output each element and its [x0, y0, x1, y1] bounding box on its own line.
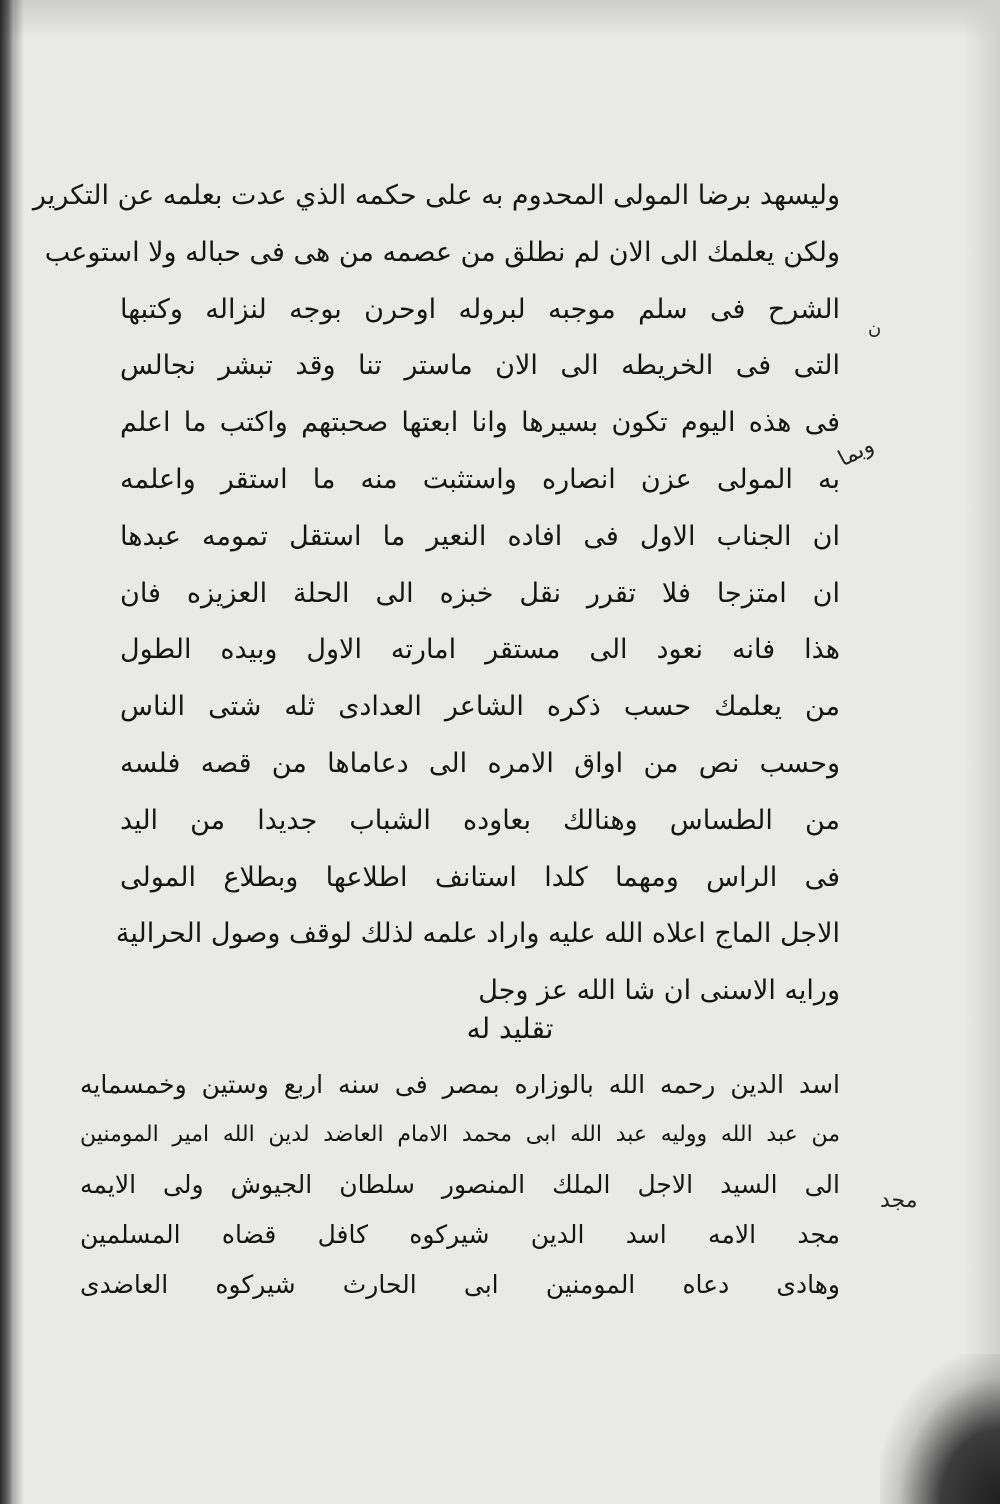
text-line-18: الى السيد الاجل الملك المنصور سلطان الجيوش ولى الايمه: [80, 1170, 840, 1199]
text-line-14: الاجل الماج اعلاه الله عليه واراد علمه لذلك لوقف وصول الحرالية: [115, 918, 840, 950]
text-line-5: فى هذه اليوم تكون بسيرها وانا ابعتها صحبتهم واكتب ما اعلم: [120, 407, 840, 439]
text-line-17: من عبد الله ووليه عبد الله ابى محمد الامام العاضد لدين الله امير المومنين: [80, 1122, 840, 1147]
text-line-8: ان امتزجا فلا تقرر نقل خبزه الى الحلة العزيزه فان: [120, 577, 840, 609]
text-line-7: ان الجناب الاول فى افاده النعير ما استقل تمومه عبدها: [120, 520, 840, 552]
text-line-19: مجد الامه اسد الدين شيركوه كافل قضاه المسلمين: [80, 1220, 840, 1249]
text-line-2: ولكن يعلمك الى الان لم نطلق من عصمه من هى فى حباله ولا استوعب: [44, 236, 840, 268]
section-heading: تقليد له: [466, 1012, 554, 1045]
main-text-block: [32, 168, 840, 1020]
text-line-6: به المولى عزن انصاره واستثبت منه ما استقر واعلمه: [120, 463, 840, 495]
second-text-block: [80, 1060, 840, 1310]
text-line-11: وحسب نص من اواق الامره الى دعاماها من قصه فلسه: [120, 747, 840, 779]
text-line-4: التى فى الخريطه الى الان ماستر تنا وقد تبشر نجالس: [120, 350, 840, 382]
margin-note-1: ن: [868, 318, 882, 339]
text-line-15: ورايه الاسنى ان شا الله عز وجل: [478, 975, 840, 1007]
margin-note-2: وبما: [834, 432, 878, 473]
text-line-13: فى الراس ومهما كلدا استانف اطلاعها وبطلاع المولى: [120, 861, 840, 893]
top-shadow: [0, 0, 1000, 40]
text-line-9: هذا فانه نعود الى مستقر امارته الاول وبيده الطول: [120, 634, 840, 666]
text-line-20: وهادى دعاه المومنين ابى الحارث شيركوه العاضدى: [80, 1270, 840, 1299]
binding-shadow: [14, 0, 24, 1504]
text-line-10: من يعلمك حسب ذكره الشاعر العدادى ثله شتى الناس: [120, 691, 840, 723]
text-line-16: اسد الدين رحمه الله بالوزاره بمصر فى سنه اربع وستين وخمسمايه: [80, 1070, 840, 1099]
text-line-12: من الطساس وهنالك بعاوده الشباب جديدا من اليد: [120, 804, 840, 836]
binding-edge: [0, 0, 14, 1504]
text-line-3: الشرح فى سلم موجبه لبروله اوحرن بوجه لنزاله وكتبها: [120, 293, 840, 325]
page-right-edge: [964, 0, 1000, 1504]
text-line-1: وليسهد برضا المولى المحدوم به على حكمه الذي عدت بعلمه عن التكرير: [32, 180, 840, 211]
page-corner-shadow: [880, 1354, 1000, 1504]
margin-note-3: مجد: [880, 1188, 918, 1213]
